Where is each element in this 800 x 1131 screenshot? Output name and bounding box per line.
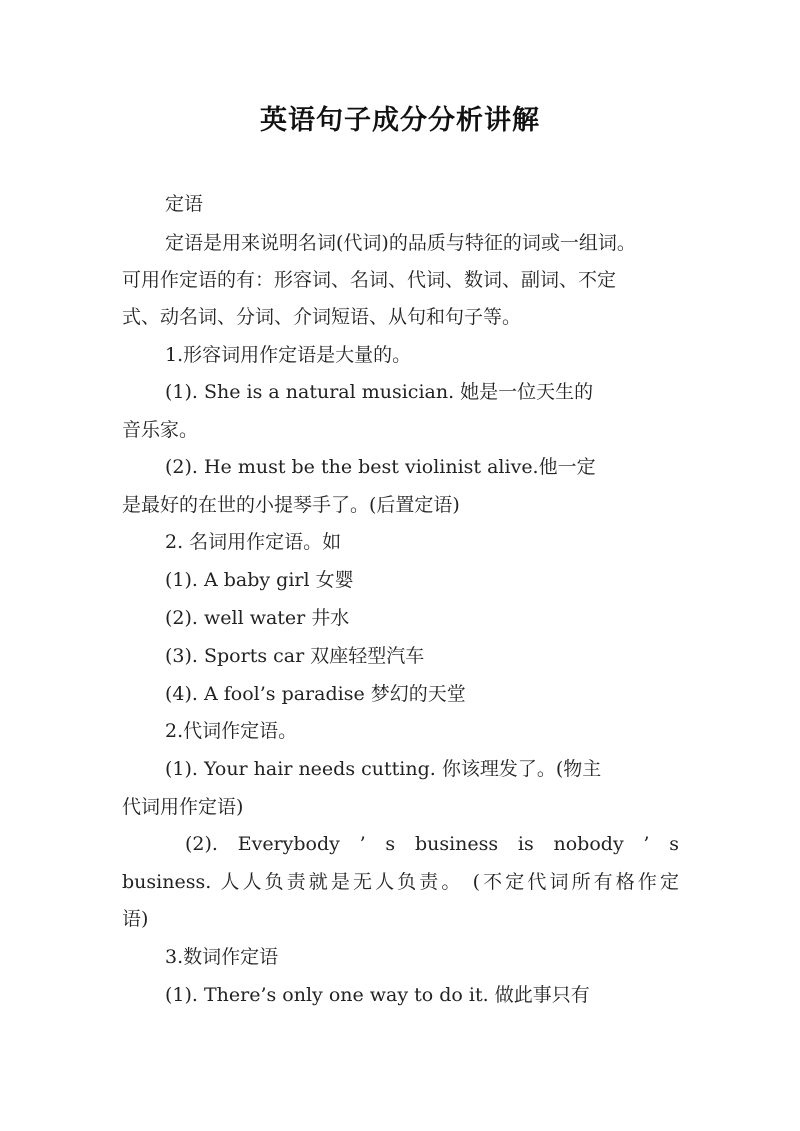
document-title: 英语句子成分分析讲解 [260,105,540,136]
example-line: (3). Sports car 双座轻型汽车 [165,645,425,667]
example-line: (2). Everybody ’ s business is nobody ’ s [185,833,679,855]
section-heading-attributive: 定语 [165,193,204,215]
subheading-numeral: 3.数词作定语 [165,946,279,968]
example-line: (1). A baby girl 女婴 [165,569,354,591]
example-line: 是最好的在世的小提琴手了。(后置定语) [122,494,460,516]
subheading-pronoun: 2.代词作定语。 [165,720,298,742]
example-line: (2). He must be the best violinist alive.他一定 [165,456,596,478]
paragraph-line: 可用作定语的有：形容词、名词、代词、数词、副词、不定 [122,269,617,291]
example-line: business. 人人负责就是无人负责。 (不定代词所有格作定 [122,871,679,893]
example-line: 语) [122,908,149,930]
subheading-adjective: 1.形容词用作定语是大量的。 [165,344,412,366]
paragraph-line: 定语是用来说明名词(代词)的品质与特征的词或一组词。 [165,232,636,254]
example-line: (4). A fool’s paradise 梦幻的天堂 [165,683,466,705]
example-line: (1). She is a natural musician. 她是一位天生的 [165,381,594,403]
paragraph-line: 式、动名词、分词、介词短语、从句和句子等。 [122,306,522,328]
example-line: 代词用作定语) [122,796,244,818]
example-line: (1). Your hair needs cutting. 你该理发了。(物主 [165,758,602,780]
example-line: (2). well water 井水 [165,607,350,629]
subheading-noun: 2. 名词用作定语。如 [165,531,342,553]
example-line: 音乐家。 [122,419,199,441]
example-line: (1). There’s only one way to do it. 做此事只有 [165,984,590,1006]
